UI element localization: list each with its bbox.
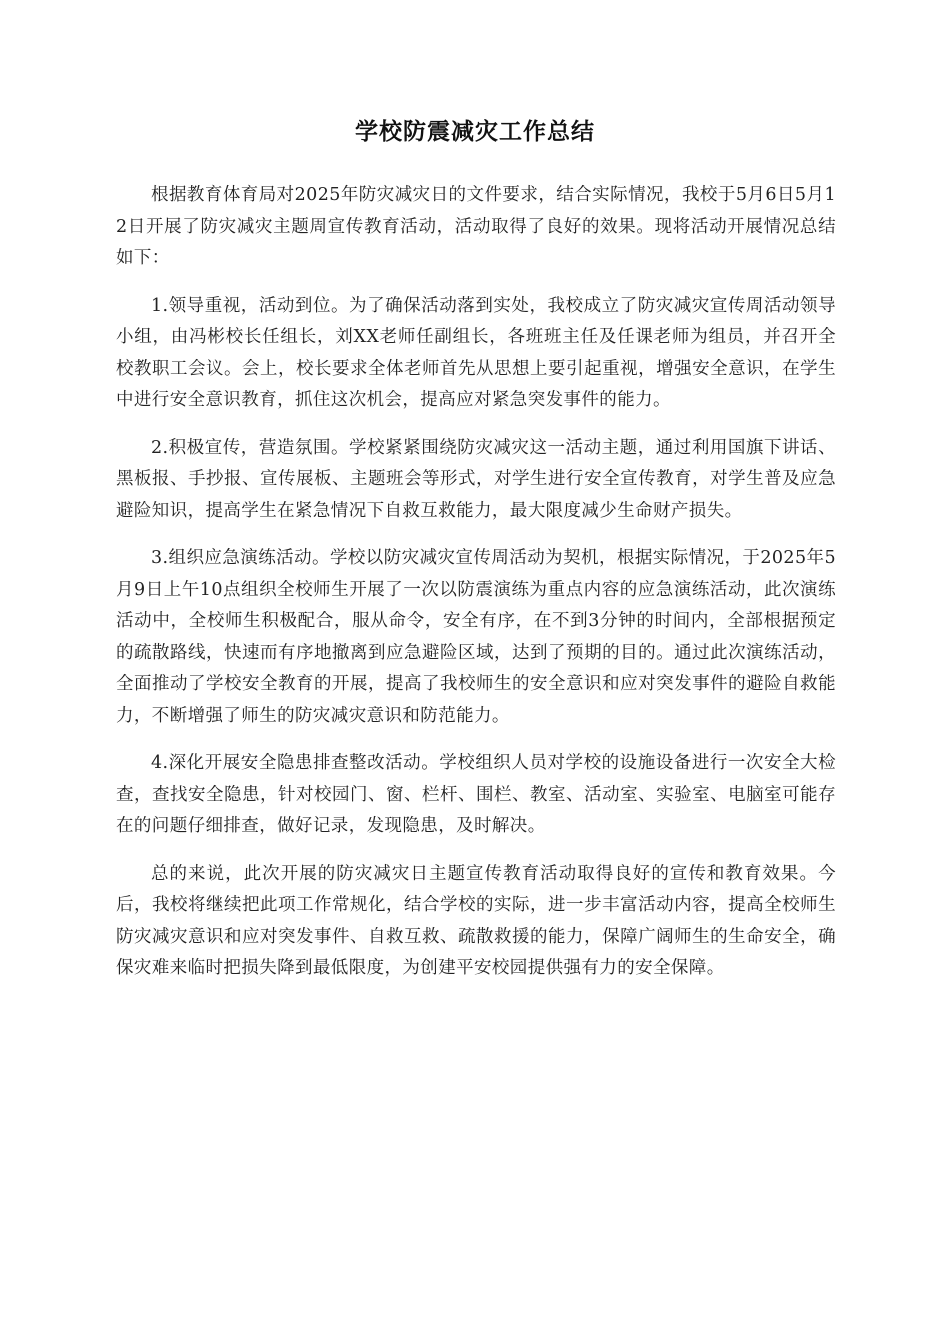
document-body <box>116 180 836 1001</box>
paragraph-publicity: 2.积极宣传，营造氛围。学校紧紧围绕防灾减灾这一活动主题，通过利用国旗下讲话、黑板报、手抄报、宣传展板、主题班会等形式，对学生进行安全宣传教育，对学生普及应急避险知识，提高学生在紧急情况下自救互救能力，最大限度减少生命财产损失。 <box>116 437 836 521</box>
paragraph-leadership: 1.领导重视，活动到位。为了确保活动落到实处，我校成立了防灾减灾宣传周活动领导小组，由冯彬校长任组长，刘XX老师任副组长，各班班主任及任课老师为组员，并召开全校教职工会议。会上，校长要求全体老师首先从思想上要引起重视，增强安全意识，在学生中进行安全意识教育，抓住这次机会，提高应对紧急突发事件的能力。 <box>116 295 836 410</box>
paragraph-inspection: 4.深化开展安全隐患排查整改活动。学校组织人员对学校的设施设备进行一次安全大检查，查找安全隐患，针对校园门、窗、栏杆、围栏、教室、活动室、实验室、电脑室可能存在的问题仔细排查，做好记录，发现隐患，及时解决。 <box>116 753 836 836</box>
paragraph-drill: 3.组织应急演练活动。学校以防灾减灾宣传周活动为契机，根据实际情况，于2025年5月9日上午10点组织全校师生开展了一次以防震演练为重点内容的应急演练活动，此次演练活动中，全校师生积极配合，服从命令，安全有序，在不到3分钟的时间内，全部根据预定的疏散路线，快速而有序地撤离到应急避险区域，达到了预期的目的。通过此次演练活动，全面推动了学校安全教育的开展，提高了我校师生的安全意识和应对突发事件的避险自救能力，不断增强了师生的防灾减灾意识和防范能力。 <box>116 548 836 726</box>
paragraph-conclusion: 总的来说，此次开展的防灾减灾日主题宣传教育活动取得良好的宣传和教育效果。今后，我校将继续把此项工作常规化，结合学校的实际，进一步丰富活动内容，提高全校师生防灾减灾意识和应对突发事件、自救互救、疏散救援的能力，保障广阔师生的生命安全，确保灾难来临时把损失降到最低限度，为创建平安校园提供强有力的安全保障。 <box>116 863 836 978</box>
document-title: 学校防震减灾工作总结 <box>355 119 595 145</box>
paragraph-intro: 根据教育体育局对2025年防灾减灾日的文件要求，结合实际情况，我校于5月6日5月12日开展了防灾减灾主题周宣传教育活动，活动取得了良好的效果。现将活动开展情况总结如下： <box>116 185 836 268</box>
